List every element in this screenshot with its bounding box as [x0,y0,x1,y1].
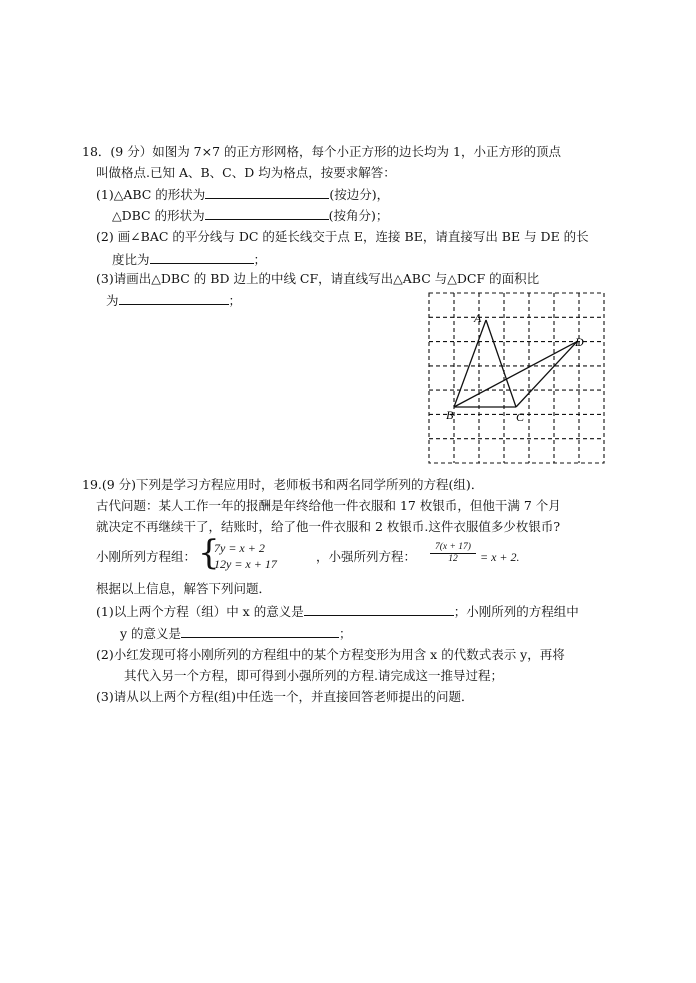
q18-part2-line1: (2) 画∠BAC 的平分线与 DC 的延长线交于点 E，连接 BE，请直接写出 BE 与 DE 的长 [96,229,589,244]
xiaogang-label: 小刚所列方程组： [96,549,197,564]
q18-line2: 叫做格点.已知 A、B、C、D 均为格点，按要求解答： [96,165,396,180]
xiaoqiang-rhs: = x + 2. [480,550,520,564]
label-d: D [575,335,584,349]
xiaogang-eq1: 7y = x + 2 [214,541,265,555]
triangle-lines [454,320,577,407]
q18-part1a-suffix: (按边分)， [329,187,390,202]
q19-line5: 根据以上信息，解答下列问题． [96,581,272,596]
q19-part2-line2: 其代入另一个方程，即可得到小强所列的方程.请完成这一推导过程； [124,668,503,683]
q19-part1-suffix: ；小刚所列的方程组中 [453,604,579,619]
grid-figure [424,290,614,470]
segment-ab [454,320,486,407]
q18-part1b-prefix: △DBC 的形状为 [112,208,205,223]
answer-blank-3[interactable] [119,291,229,305]
q19-line2: 古代问题：某人工作一年的报酬是年终给他一件衣服和 17 枚银币，但他干满 7 个月 [96,498,561,513]
q18-part1a [96,185,389,204]
q19-part1b-suffix: ； [339,626,352,641]
segment-bd [454,342,577,407]
q18-part1a-prefix: (1)△ABC 的形状为 [96,187,206,202]
q18-part3-suffix: ； [228,293,242,308]
answer-blank-1b[interactable] [205,206,329,220]
q19-part1-prefix: (1)以上两个方程（组）中 x 的意义是 [96,604,304,619]
q18-part1b [112,206,388,225]
q19-line3: 就决定不再继续干了，结账时，给了他一件衣服和 2 枚银币.这件衣服值多少枚银币? [96,519,561,534]
segment-ac [486,320,516,407]
q19-part1b [120,624,352,643]
grid-lines [429,293,604,463]
answer-blank-2[interactable] [150,250,254,264]
answer-blank-1a[interactable] [205,185,329,199]
q18-part3-prefix: 为 [106,293,119,308]
label-b: B [446,408,454,422]
q18-part1b-suffix: (按角分)； [328,208,389,223]
q19-part2-line1: (2)小红发现可将小刚所列的方程组中的某个方程变形为用含 x 的代数式表示 y，再将 [96,647,565,662]
fraction-numerator: 7(x + 17) [435,542,471,552]
q19-part1b-prefix: y 的意义是 [120,626,182,641]
q18-part2-suffix: ； [253,252,267,267]
label-a: A [474,311,482,325]
q19-line1: 19.(9 分)下列是学习方程应用时，老师板书和两名同学所列的方程(组)． [82,477,484,492]
q19-part1 [96,602,579,621]
q18-line1: 18．(9 分）如图为 7×7 的正方形网格，每个小正方形的边长均为 1，小正方形的顶点 [82,144,561,159]
equation-brace: { [198,533,220,573]
xiaoqiang-label: ，小强所列方程： [316,549,417,564]
q18-part2-prefix: 度比为 [112,252,150,267]
segment-cd [516,342,577,407]
fraction-denominator: 12 [430,553,476,565]
xiaoqiang-fraction [430,542,476,565]
q19-part3: (3)请从以上两个方程(组)中任选一个，并直接回答老师提出的问题． [96,689,474,704]
q18-part3-line2 [106,291,241,310]
answer-blank-19-1b[interactable] [181,624,339,638]
q18-part3-line1: (3)请画出△DBC 的 BD 边上的中线 CF，请直线写出△ABC 与△DCF 的面积比 [96,271,540,286]
xiaogang-eq2: 12y = x + 17 [214,557,277,571]
answer-blank-19-1a[interactable] [304,602,454,616]
label-c: C [516,410,525,424]
q18-part2-line2 [112,250,266,269]
